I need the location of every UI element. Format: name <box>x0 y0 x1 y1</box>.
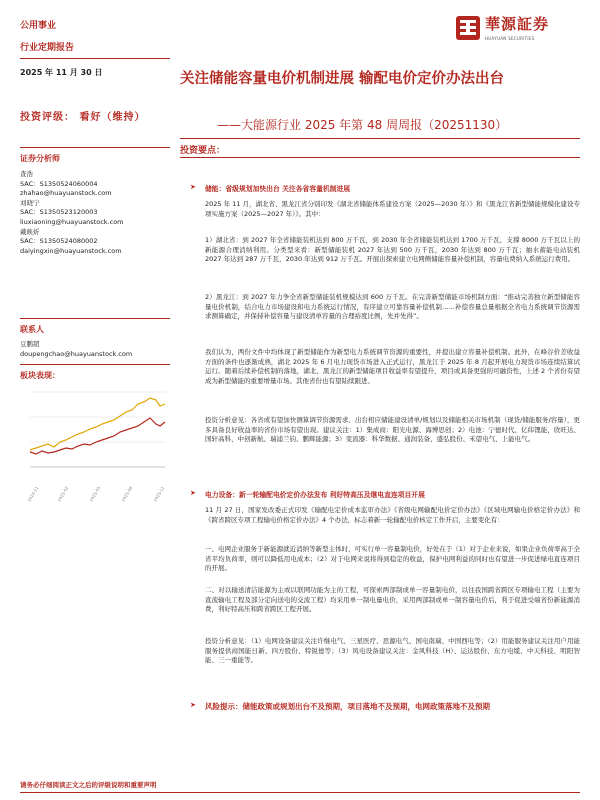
report-type: 行业定期报告 <box>20 43 75 53</box>
chart-title: 板块表现： <box>20 371 60 380</box>
risk-warning: 风险提示：储能政策或规划出台不及预期，项目落地不及预期，电网政策落地不及预期 <box>205 702 490 711</box>
footer-divider <box>20 792 580 793</box>
left-divider <box>20 318 170 319</box>
contact-name: 豆鹏超 <box>20 340 40 348</box>
analyst-sac: SAC：S1350523120003 <box>20 208 98 217</box>
x-tick: 2025-02 <box>56 485 70 503</box>
analyst-email[interactable]: daiyingxin@huayuanstock.com <box>20 246 122 255</box>
industry-tag: 公用事业 <box>20 21 57 31</box>
report-subtitle: ——大能源行业 2025 年第 48 周周报（20251130） <box>217 118 508 132</box>
x-tick: 2025-05 <box>88 485 102 503</box>
x-tick: 2025-08 <box>120 485 134 503</box>
analyst-sac: SAC：S1350524080002 <box>20 237 98 246</box>
investment-analysis: 投资分析意见：（1）电网设备建议关注许继电气、三星医疗、思源电气、国电南瑞、中国西电等；（2）用能服务建议关注用户用能服务提供商国能日新、四方股份、特锐德等；（3）风电设备建议关注：金风科技（H）、运达股份、东方电缆、中天科技、明阳智能、三一重能等。 <box>205 637 580 665</box>
logo-seal-icon <box>455 15 481 41</box>
left-divider <box>20 58 170 59</box>
points-divider <box>180 157 580 158</box>
contact-email[interactable]: doupengchao@huayuanstock.com <box>20 349 133 358</box>
analyst-email[interactable]: liuxiaoning@huayuanstock.com <box>20 217 124 226</box>
analyst-name: 查浩 <box>20 170 33 178</box>
paragraph: 二、对以输送清洁能源为主或以联网功能为主的工程，可探索两部制或单一容量制电价，以往我国跨省跨区专项输电工程（主要为直流输电工程及部分定向送电的交流工程）均采用单一制电量电价，采用两部制或单一制容量电价后，利于促进受端省份新能源消费，利好特高压和跨省跨区工程开展。 <box>205 586 580 614</box>
arrow-bullet-icon: ➤ <box>190 489 196 497</box>
arrow-bullet-icon: ➤ <box>190 183 196 191</box>
investment-points-label: 投资要点： <box>180 146 226 156</box>
contact-title: 联系人 <box>20 325 44 334</box>
report-date: 2025 年 11 月 30 日 <box>20 68 103 77</box>
section-heading: 储能：省级规划加快出台 关注各省容量机制进展 <box>205 185 351 193</box>
analysts-title: 证券分析师 <box>20 154 60 163</box>
paragraph: 一、电网企业服务于新能源就近消纳等新型主体时，可实行单一容量制电价，好处在于（1）对于企业来说，如果企业负荷率高于全省平均负荷率，则可以降低用电成本；（2）对于电网来说将得到稳定的收益，保护电网利益的同时也有望进一步促进绿电直连项目的开展。 <box>205 545 580 573</box>
left-divider <box>20 364 170 365</box>
analyst-sac: SAC：S1350524060004 <box>20 179 98 188</box>
analyst-email[interactable]: zhahao@huayuanstock.com <box>20 189 112 198</box>
paragraph: 1）湖北省：到 2027 年全省储能装机达到 800 万千瓦，到 2030 年全省储能装机达到 1700 万千瓦，支撑 8000 万千瓦以上的新能源合理消纳利用。分类型来看：新型储能装机 2027 年达到 500 万千瓦，2030 年达到 800 万千瓦；抽水蓄能电站装机 2027 年达到 287 万千瓦，2030 年达到 912 万千瓦。开展出探索建立电网侧储能容量补偿机制，容量电费纳入系统运行费用。 <box>205 236 580 264</box>
analyst-name: 刘晓宁 <box>20 198 40 207</box>
arrow-bullet-icon: ➤ <box>190 701 196 709</box>
logo-name: 華源証券 <box>485 15 550 33</box>
paragraph: 2025 年 11 月，湖北省、黑龙江省分别印发《湖北省储能体系建设方案（2025—2030 年）》和《黑龙江省新型储能规模化建设专项实施方案（2025—2027 年）》。其中： <box>205 200 580 218</box>
logo-subtext: HUAYUAN SECURITIES <box>485 36 535 41</box>
left-divider <box>20 147 170 148</box>
x-tick: 2025-11 <box>152 485 166 503</box>
footer-disclaimer: 请务必仔细阅读正文之后的评级说明和重要声明 <box>20 781 157 789</box>
paragraph: 我们认为，两份文件中均体现了新型储能作为新型电力系统调节资源的重要性，并提出建立容量补偿机制。此外，在峰谷价差收益方面的条件也逐渐成熟，湖北 2025 年 6 月电力现货市场进入正式运行，黑龙江于 2025 年 8 月起开展电力现货市场连续结算试运行。随着后续补偿机制的落地，湖北、黑龙江的新型储能项目收益率有望提升，项目或具备更强的可融资性，上述 2 个省份有望成为新型储能的重要增量市场。其他省份也有望陆续跟进。 <box>205 348 580 386</box>
company-logo <box>455 10 575 50</box>
report-title: 关注储能容量电价机制进展 输配电价定价办法出台 <box>180 71 505 87</box>
paragraph: 2）黑龙江：到 2027 年力争全省新型储能装机规模达到 600 万千瓦。在完善新型储能市场机制方面：“推动完善独立新型储能容量电价机制，结合电力市场建设和电力系统运行情况，有序建立可靠容量补偿机制……补偿容量总量根据全省电力系统调节资源需求测算确定，并保持补偿容量与建设清单容量的合理裕度比例，先并先得”。 <box>205 293 580 321</box>
contact-list <box>20 340 170 359</box>
analyst-name: 戴映炘 <box>20 227 40 236</box>
paragraph: 11 月 27 日，国家发改委正式印发《输配电定价成本监审办法》《省级电网输配电价定价办法》《区域电网输电价格定价办法》和《跨省跨区专项工程输电价格定价办法》4 个办法，标志着新一轮输配电价核定工作开启，主要变化有： <box>205 506 580 524</box>
section-heading: 电力设备：新一轮输配电价定价办法发布 利好特高压及继电直连项目开展 <box>205 491 425 499</box>
x-tick: 2024-11 <box>26 485 40 503</box>
title-divider <box>180 138 580 139</box>
investment-rating: 投资评级： 看好（维持） <box>20 112 146 123</box>
investment-analysis: 投资分析意见：各省或有望加快测算调节资源需求、出台相应储能建设清单/规划以及储能相关市场机制（现货/储能服务/容量），更多具备良好收益率的省份市场有望出现。建议关注：1）集成商：阳光电源、海博思创；2）电池：宁德时代、亿纬锂能、欣旺达、国轩高科、中创新航、瑞浦兰钧、鹏辉能源；3）变流器：科华数据、通润装备、盛弘股份、禾望电气、上能电气。 <box>205 416 580 444</box>
sector-performance-chart <box>20 382 170 507</box>
analyst-list <box>20 170 170 256</box>
